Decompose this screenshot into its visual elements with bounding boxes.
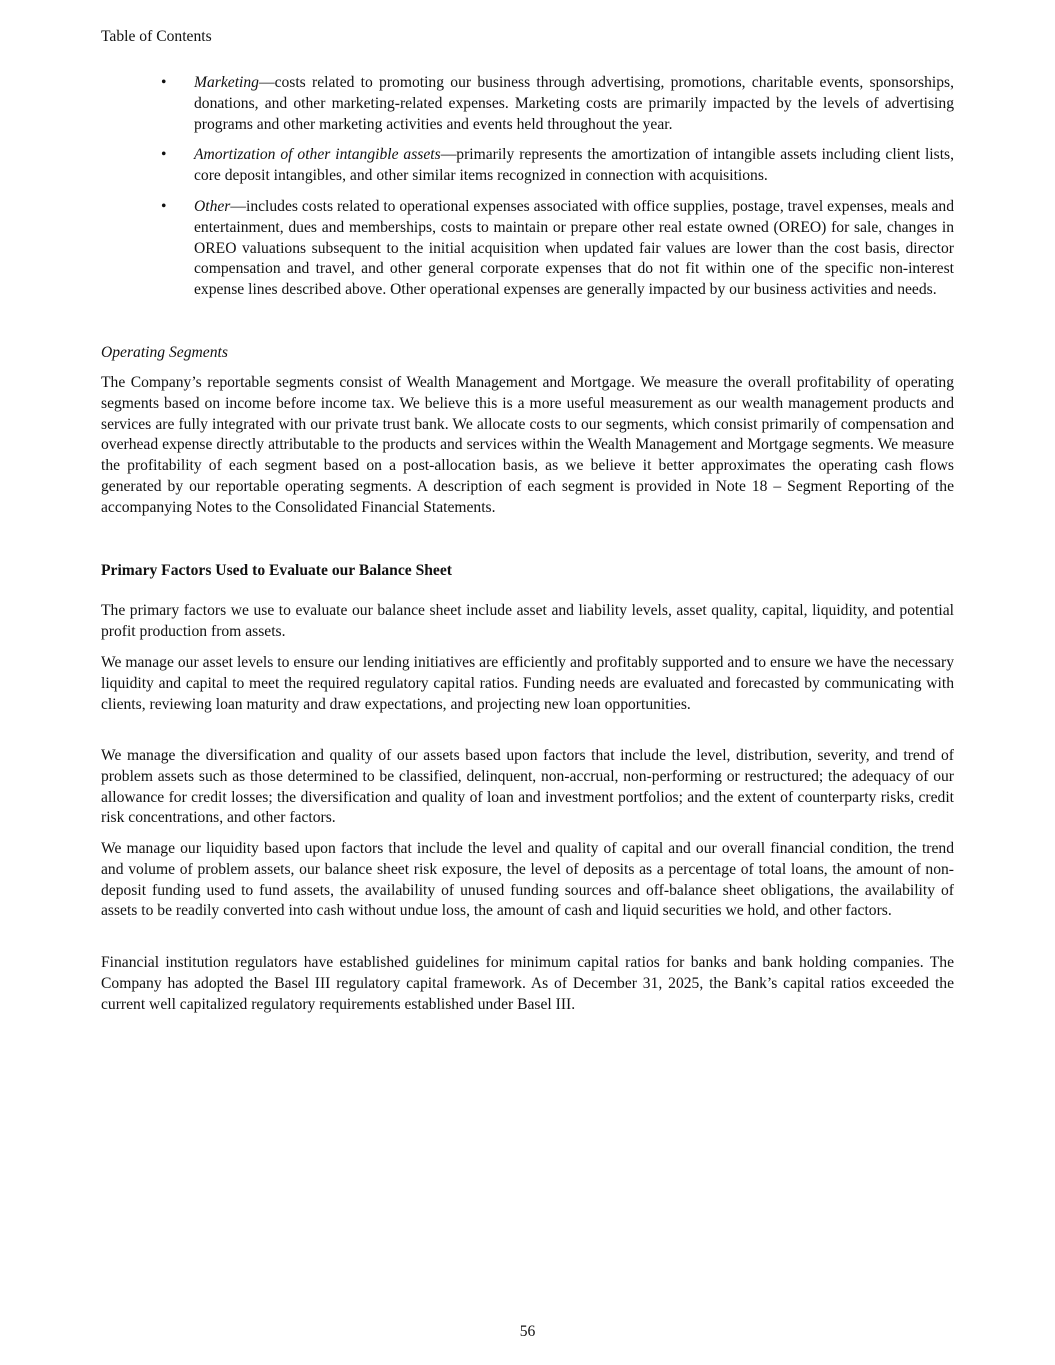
operating-segments-paragraph: The Company’s reportable segments consist of Wealth Management and Mortgage. We measure the overall profitability of operating segments based on income before income tax. We believe this is a more useful measurement as our wealth management products and services are fully integrated with our private trust bank. We allocate costs to our segments, which consist primarily of compensation and overhead expense directly attributable to the products and services within the Wealth Management and Mortgage segments. We measure the profitability of each segment based on a post-allocation basis, as we believe it better approximates the operating cash flows generated by our reportable operating segments. A description of each segment is provided in Note 18 – Segment Reporting of the accompanying Notes to the Consolidated Financial Statements. (101, 374, 954, 516)
balance-sheet-paragraph-2: We manage our asset levels to ensure our lending initiatives are efficiently and profitably supported and to ensure we have the necessary liquidity and capital to meet the required regulatory capital ratios. Funding needs are evaluated and forecasted by communicating with clients, reviewing loan maturity and draw expectations, and projecting new loan opportunities. (101, 654, 954, 713)
balance-sheet-paragraph-5: Financial institution regulators have established guidelines for minimum capital ratios for banks and bank holding companies. The Company has adopted the Basel III regulatory capital framework. As of December 31, 2025, the Bank’s capital ratios exceeded the current well capitalized regulatory requirements established under Basel III. (101, 954, 954, 1013)
definition-text: primarily represents the amortization of intangible assets including client lists, core deposit intangibles, and other similar items recognized in connection with acquisitions. (194, 146, 954, 185)
balance-sheet-paragraph-4: We manage our liquidity based upon factors that include the level and quality of capital and our overall financial condition, the trend and volume of problem assets, our balance sheet risk exposure, the level of deposits as a percentage of total loans, the amount of non-deposit funding used to fund assets, the availability of unused funding sources and off-balance sheet obligations, the availability of assets to be readily converted into cash without undue loss, the amount of cash and liquid securities we hold, and other factors. (101, 840, 954, 920)
balance-sheet-paragraph-1: The primary factors we use to evaluate our balance sheet include asset and liability levels, asset quality, capital, liquidity, and potential profit production from assets. (101, 602, 954, 640)
page-number: 56 (519, 1323, 536, 1340)
term-other: Other (194, 197, 231, 215)
definition-text: costs related to promoting our business through advertising, promotions, charitable events, sponsorships, donations, and other marketing-related expenses. Marketing costs are primarily impacted by the levels of advertising programs and other marketing activities and events held throughout the year. (194, 74, 954, 133)
table-of-contents-link[interactable]: Table of Contents (101, 28, 212, 45)
bullet-icon: • (161, 197, 167, 215)
definition-text: includes costs related to operational expenses associated with office supplies, postage, travel expenses, meals and entertainment, dues and memberships, costs to maintain or prepare other real estate owned (OREO) for sale, changes in OREO valuations subsequent to the initial acquisition when updated fair values are lower than the cost basis, director compensation and travel, and other general corporate expenses that do not fit within one of the specific non-interest expense lines described above. Other operational expenses are generally impacted by our business activities and needs. (194, 197, 954, 299)
list-item-marketing (101, 73, 954, 135)
em-dash: — (230, 197, 246, 215)
list-item-other (101, 197, 954, 301)
term-marketing: Marketing (194, 74, 259, 91)
operating-segments-heading: Operating Segments (101, 344, 228, 361)
expense-definitions-list (101, 73, 954, 311)
list-item-amortization (101, 145, 954, 187)
bullet-icon: • (161, 146, 167, 164)
em-dash: — (440, 146, 457, 164)
bullet-icon: • (161, 74, 167, 91)
balance-sheet-heading: Primary Factors Used to Evaluate our Balance Sheet (101, 562, 452, 579)
em-dash: — (258, 74, 275, 91)
term-amortization: Amortization of other intangible assets (194, 146, 441, 164)
balance-sheet-paragraph-3: We manage the diversification and quality of our assets based upon factors that include the level, distribution, severity, and trend of problem assets such as those determined to be classified, delinquent, non-accrual, non-performing or restructured; the adequacy of our allowance for credit losses; the diversification and quality of loan and investment portfolios; and the extent of counterparty risks, credit risk concentrations, and other factors. (101, 747, 954, 827)
